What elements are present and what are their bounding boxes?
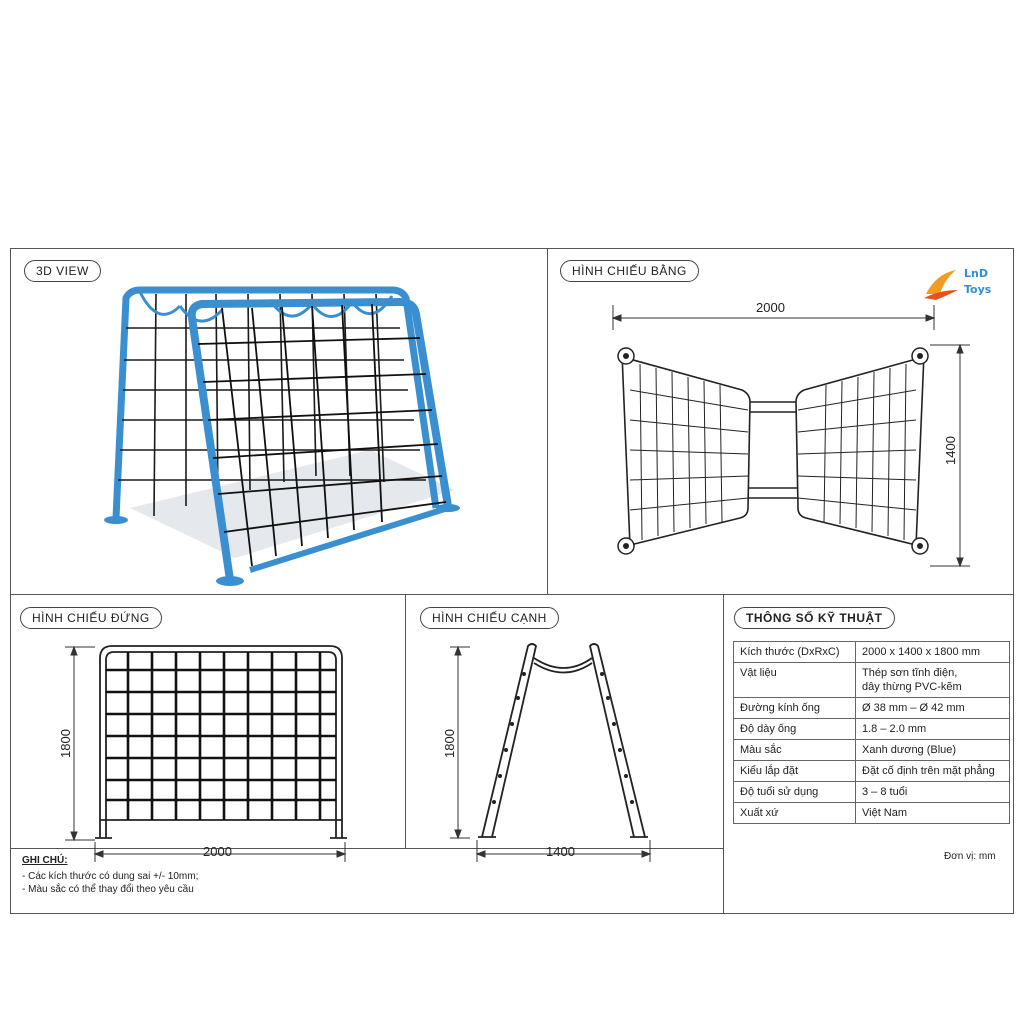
dim-front-width: 2000 [203,844,232,859]
dim-side-height: 1800 [442,729,457,758]
view-3d [90,280,470,590]
spec-label: Kích thước (DxRxC) [734,642,856,663]
note-line: - Các kích thước có dung sai +/- 10mm; [22,871,199,882]
spec-row [734,698,1010,719]
spec-label: Đường kính ống [734,698,856,719]
dim-top-width: 2000 [756,300,785,315]
dim-front-height: 1800 [58,729,73,758]
spec-value: Thép sơn tĩnh điện, dây thừng PVC-kẽm [856,663,1010,698]
panel-label-side-view: HÌNH CHIẾU CẠNH [420,607,559,629]
divider-horizontal [10,594,1014,595]
panel-label-specs: THÔNG SỐ KỸ THUẬT [734,607,895,629]
view-front [40,630,370,870]
spec-row [734,740,1010,761]
notes [22,854,198,896]
spec-row [734,719,1010,740]
spec-row [734,803,1010,824]
spec-value: 1.8 – 2.0 mm [856,719,1010,740]
unit-note: Đơn vị: mm [944,851,996,862]
spec-row [734,782,1010,803]
view-top [560,290,980,580]
spec-label: Vật liệu [734,663,856,698]
spec-row [734,761,1010,782]
spec-label: Độ tuổi sử dụng [734,782,856,803]
note-line: - Màu sắc có thể thay đổi theo yêu cầu [22,884,194,895]
brand-name-line1: LnD [964,267,988,280]
notes-title: GHI CHÚ: [22,855,68,866]
dim-top-depth: 1400 [943,436,958,465]
spec-row [734,642,1010,663]
panel-label-3d-view: 3D VIEW [24,260,101,282]
spec-label: Kiểu lắp đặt [734,761,856,782]
divider-top [547,248,548,594]
spec-value: Đặt cố định trên mặt phẳng [856,761,1010,782]
panel-label-front-view: HÌNH CHIẾU ĐỨNG [20,607,162,629]
spec-value: Xanh dương (Blue) [856,740,1010,761]
spec-label: Xuất xứ [734,803,856,824]
spec-value: Việt Nam [856,803,1010,824]
spec-value: 3 – 8 tuổi [856,782,1010,803]
spec-label: Màu sắc [734,740,856,761]
spec-value: Ø 38 mm – Ø 42 mm [856,698,1010,719]
brand-name-line2: Toys [964,283,992,296]
spec-value: 2000 x 1400 x 1800 mm [856,642,1010,663]
dim-side-width: 1400 [546,844,575,859]
panel-label-top-view: HÌNH CHIẾU BẰNG [560,260,699,282]
spec-table [733,641,1010,824]
divider-bottom-right [723,594,724,914]
spec-row [734,663,1010,698]
spec-label: Độ dày ống [734,719,856,740]
view-side [430,630,710,870]
divider-bottom-left [405,594,406,848]
